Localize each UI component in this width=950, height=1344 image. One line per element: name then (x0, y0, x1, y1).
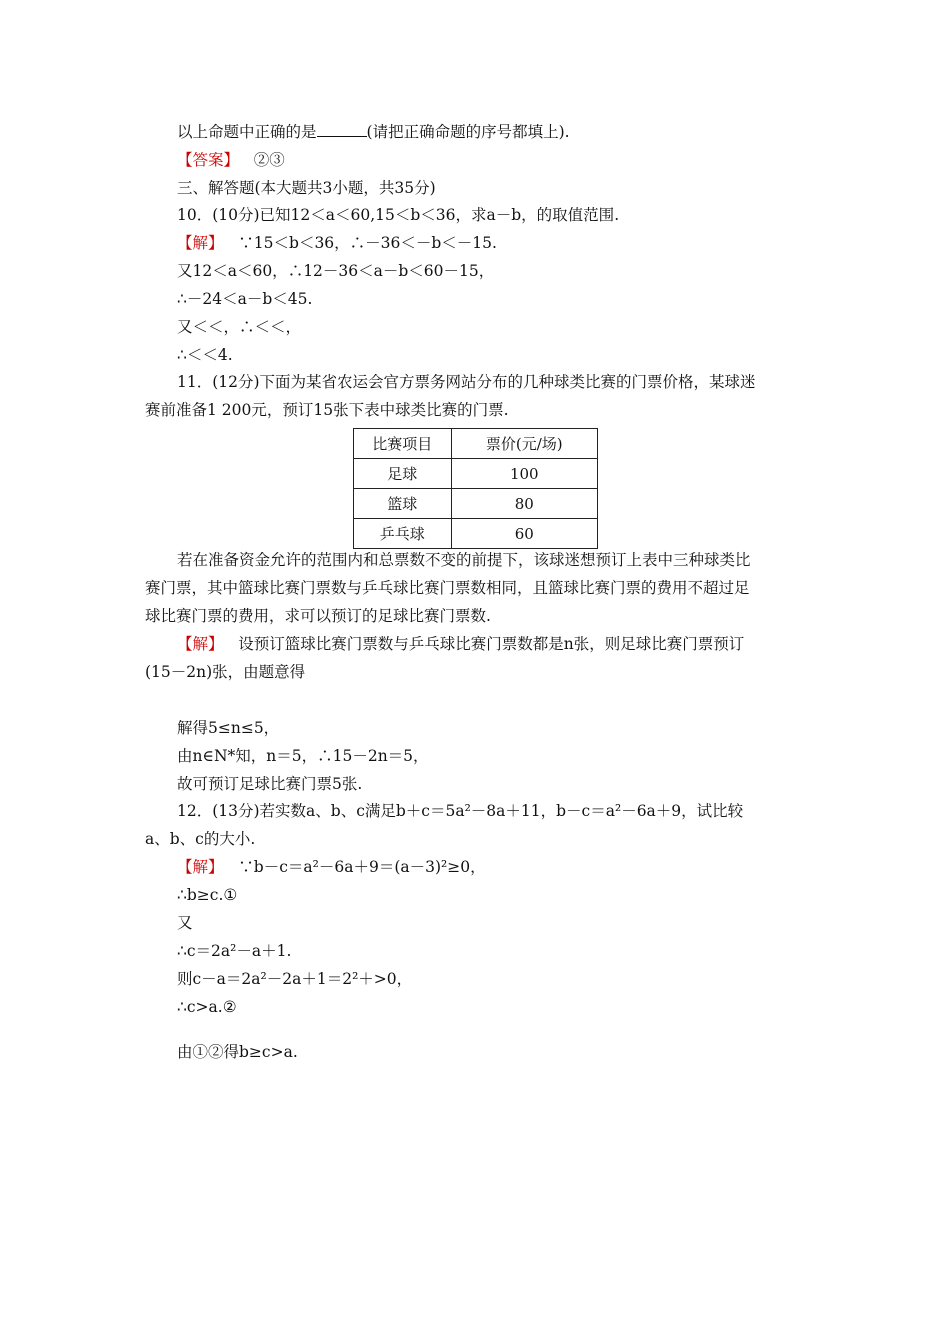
q12-statement-2: a、b、c的大小. (145, 830, 256, 848)
q11-statement-3: 若在准备资金允许的范围内和总票数不变的前提下，该球迷想预订上表中三种球类比 (177, 551, 751, 569)
table-row (354, 459, 598, 489)
q12-step-3: 又 (177, 914, 193, 932)
q10-step-5: ∴＜＜4. (177, 346, 233, 364)
q11-step-1: 设预订篮球比赛门票数与乒乓球比赛门票数都是n张，则足球比赛门票预订 (238, 635, 745, 653)
q12-solution-tag: 【解】 (177, 858, 224, 876)
q10-step-3: ∴－24＜a－b＜45. (177, 290, 313, 308)
q12-step-4: ∴c＝2a²－a＋1. (177, 942, 292, 960)
q12-step-5: 则c－a＝2a²－2a＋1＝2²＋>0， (177, 970, 413, 988)
section-heading: 三、解答题(本大题共3小题，共35分) (177, 179, 436, 197)
q10-solution-line-1 (177, 232, 497, 254)
answer-value: ②③ (253, 151, 285, 169)
q10-step-4: 又＜＜，∴＜＜， (177, 318, 302, 336)
table-cell: 80 (451, 489, 597, 519)
table-header-cell: 票价(元/场) (451, 429, 597, 459)
table-cell: 乒乓球 (354, 519, 452, 549)
q12-statement-1: 12．(13分)若实数a、b、c满足b＋c＝5a²－8a＋11，b－c＝a²－6a＋9，试比较 (177, 802, 744, 820)
ticket-price-table (353, 428, 598, 549)
statement-prompt (177, 121, 570, 143)
table-header-row (354, 429, 598, 459)
answer-tag: 【答案】 (177, 151, 240, 169)
q10-solution-tag: 【解】 (177, 234, 224, 252)
q12-conclusion: 由①②得b≥c>a. (177, 1043, 298, 1061)
table-row (354, 519, 598, 549)
answer-line (177, 149, 285, 171)
q11-step-5: 故可预订足球比赛门票5张. (177, 775, 363, 793)
q11-step-4: 由n∈N*知，n＝5，∴15－2n＝5， (177, 747, 429, 765)
q11-statement-4: 赛门票，其中篮球比赛门票数与乒乓球比赛门票数相同，且篮球比赛门票的费用不超过足 (145, 579, 750, 597)
table-cell: 60 (451, 519, 597, 549)
table-row (354, 489, 598, 519)
table-cell: 篮球 (354, 489, 452, 519)
prompt-hint: (请把正确命题的序号都填上). (366, 123, 570, 141)
q10-step-1: ∵15＜b＜36，∴－36＜－b＜－15. (238, 234, 497, 252)
q11-statement-5: 球比赛门票的费用，求可以预订的足球比赛门票数. (145, 607, 491, 625)
q11-solution-tag: 【解】 (177, 635, 224, 653)
q11-statement-1: 11．(12分)下面为某省农运会官方票务网站分布的几种球类比赛的门票价格，某球迷 (177, 373, 756, 391)
q11-step-2: (15－2n)张，由题意得 (145, 663, 306, 681)
table-cell: 足球 (354, 459, 452, 489)
q11-solution-line-1 (177, 633, 744, 655)
q12-step-2: ∴b≥c.① (177, 886, 238, 904)
prompt-text: 以上命题中正确的是 (177, 123, 317, 141)
table-cell: 100 (451, 459, 597, 489)
q11-step-3: 解得5≤n≤5， (177, 719, 280, 737)
q11-statement-2: 赛前准备1 200元，预订15张下表中球类比赛的门票. (145, 401, 509, 419)
q10-statement: 10．(10分)已知12＜a＜60,15＜b＜36，求a－b，的取值范围. (177, 206, 620, 224)
q12-step-1: ∵b－c＝a²－6a＋9＝(a－3)²≥0， (238, 858, 486, 876)
q10-step-2: 又12＜a＜60，∴12－36＜a－b＜60－15， (177, 262, 495, 280)
answer-blank (317, 121, 367, 137)
table-header-cell: 比赛项目 (354, 429, 452, 459)
q12-step-6: ∴c>a.② (177, 998, 237, 1016)
q12-solution-line-1 (177, 856, 486, 878)
